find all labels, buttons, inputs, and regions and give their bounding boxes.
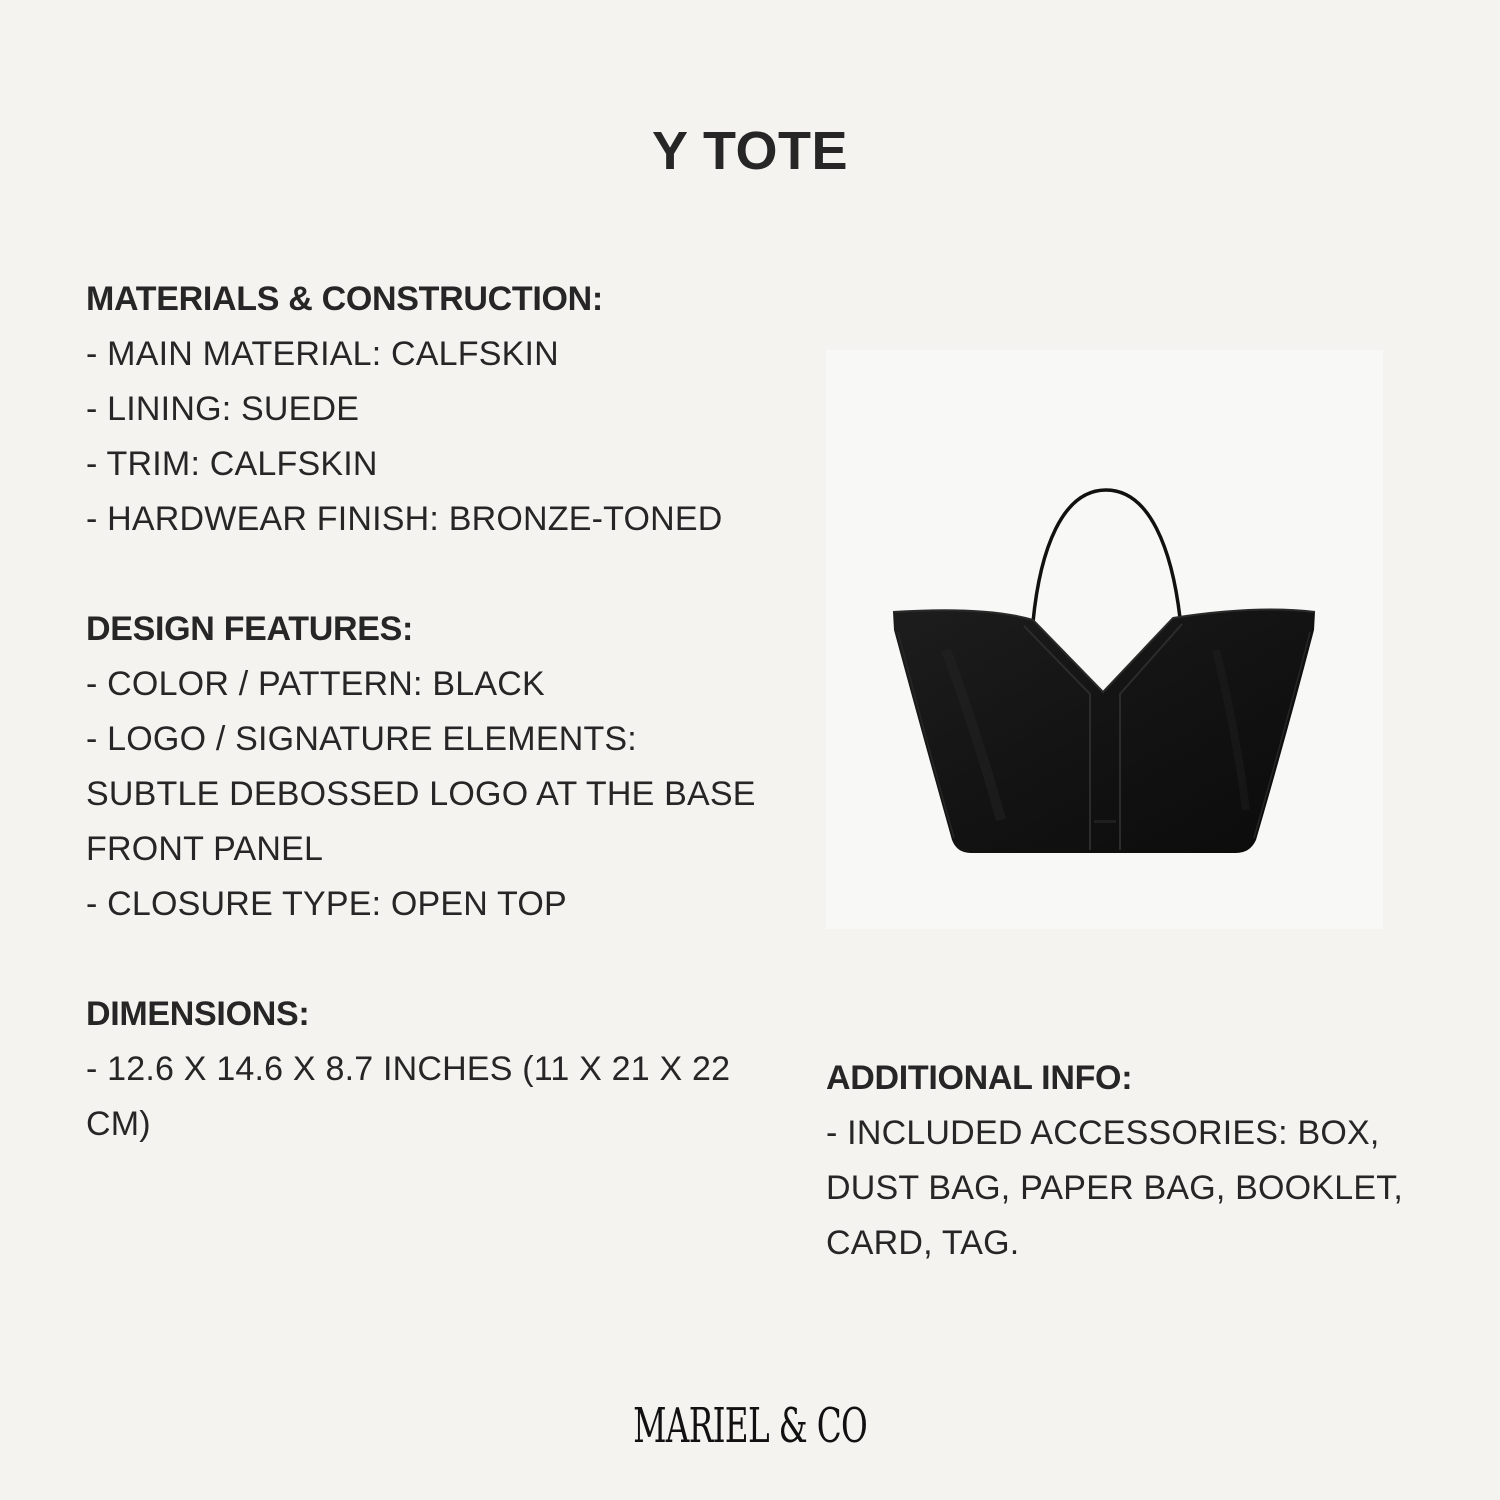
design-line: - COLOR / PATTERN: BLACK [86, 665, 545, 703]
additional-line: DUST BAG, PAPER BAG, BOOKLET, [826, 1169, 1404, 1207]
brand-logo [0, 1396, 1500, 1456]
additional-heading: ADDITIONAL INFO: [826, 1059, 1133, 1097]
dimensions-line: CM) [86, 1105, 151, 1143]
tote-bag-illustration [826, 350, 1383, 929]
additional-line: CARD, TAG. [826, 1224, 1020, 1262]
materials-section [86, 272, 776, 547]
additional-section [826, 1051, 1426, 1271]
bag-strap [1033, 490, 1180, 622]
design-line: FRONT PANEL [86, 830, 324, 868]
page-title: Y TOTE [651, 121, 849, 181]
debossed-logo [1094, 820, 1116, 823]
dimensions-section [86, 987, 776, 1152]
dimensions-line: - 12.6 X 14.6 X 8.7 INCHES (11 X 21 X 22 [86, 1050, 731, 1088]
brand-name: MARIEL & CO [632, 1398, 868, 1454]
materials-line: - MAIN MATERIAL: CALFSKIN [86, 335, 559, 373]
bag-body [893, 610, 1315, 853]
materials-line: - LINING: SUEDE [86, 390, 360, 428]
design-section [86, 602, 776, 932]
materials-heading: MATERIALS & CONSTRUCTION: [86, 280, 603, 318]
product-image [826, 350, 1383, 929]
design-line: SUBTLE DEBOSSED LOGO AT THE BASE [86, 775, 756, 813]
design-heading: DESIGN FEATURES: [86, 610, 414, 648]
dimensions-heading: DIMENSIONS: [86, 995, 310, 1033]
materials-line: - TRIM: CALFSKIN [86, 445, 378, 483]
additional-line: - INCLUDED ACCESSORIES: BOX, [826, 1114, 1380, 1152]
materials-line: - HARDWEAR FINISH: BRONZE-TONED [86, 500, 723, 538]
design-line: - LOGO / SIGNATURE ELEMENTS: [86, 720, 637, 758]
design-line: - CLOSURE TYPE: OPEN TOP [86, 885, 567, 923]
